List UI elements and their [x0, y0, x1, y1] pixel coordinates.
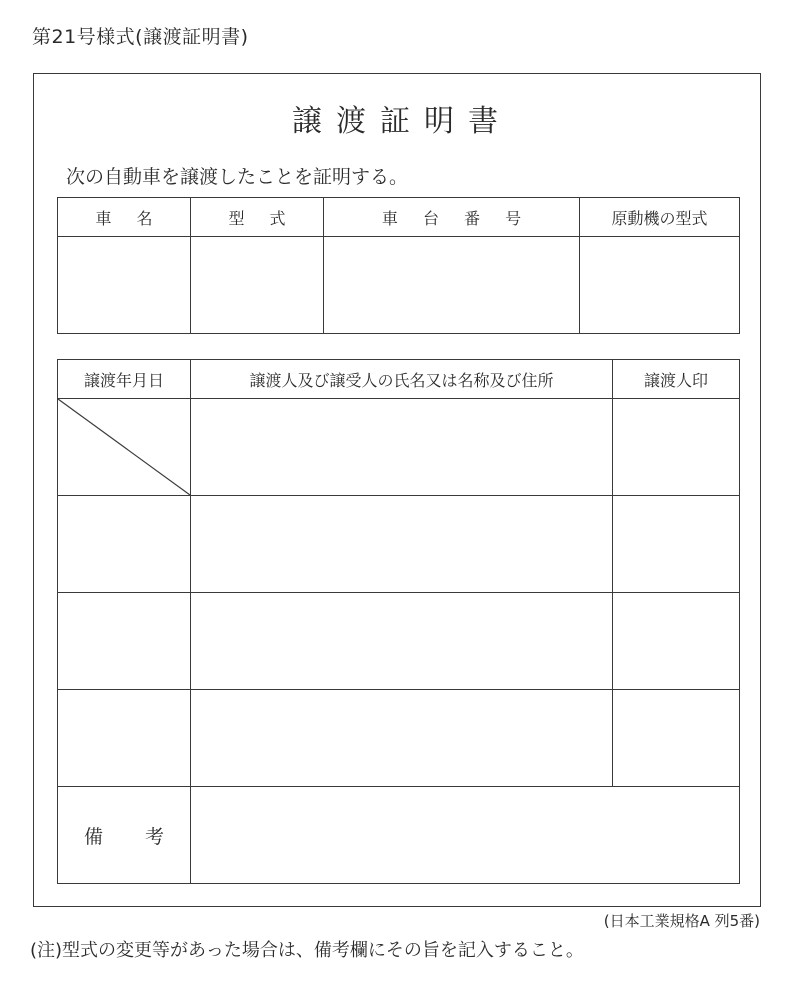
- header-parties: 譲渡人及び譲受人の氏名又は名称及び住所: [191, 360, 613, 399]
- header-transfer-date: 譲渡年月日: [58, 360, 191, 399]
- seal-field-3[interactable]: [613, 593, 740, 690]
- seal-field-1[interactable]: [613, 399, 740, 496]
- seal-field-4[interactable]: [613, 690, 740, 787]
- transfer-date-field-3[interactable]: [58, 593, 191, 690]
- header-vehicle-name: 車 名: [58, 198, 191, 237]
- footnote: (注)型式の変更等があった場合は、備考欄にその旨を記入すること。: [30, 940, 584, 961]
- header-transferor-seal: 譲渡人印: [613, 360, 740, 399]
- parties-field-4[interactable]: [191, 690, 613, 787]
- transfer-table: [57, 359, 740, 884]
- chassis-number-field[interactable]: [324, 237, 580, 334]
- header-model: 型 式: [191, 198, 324, 237]
- parties-field-1[interactable]: [191, 399, 613, 496]
- header-chassis-number: 車 台 番 号: [324, 198, 580, 237]
- remarks-field[interactable]: [191, 787, 740, 884]
- vehicle-name-field[interactable]: [58, 237, 191, 334]
- transfer-date-field-2[interactable]: [58, 496, 191, 593]
- parties-field-3[interactable]: [191, 593, 613, 690]
- seal-field-2[interactable]: [613, 496, 740, 593]
- header-engine-model: 原動機の型式: [580, 198, 740, 237]
- vehicle-table: [57, 197, 740, 334]
- engine-model-field[interactable]: [580, 237, 740, 334]
- document-title: 譲渡証明書: [292, 104, 512, 139]
- certification-statement: 次の自動車を譲渡したことを証明する。: [66, 166, 409, 188]
- transfer-date-field-4[interactable]: [58, 690, 191, 787]
- parties-field-2[interactable]: [191, 496, 613, 593]
- paper-standard-note: (日本工業規格A 列5番): [603, 912, 760, 930]
- crossed-out-date-cell: [58, 399, 191, 496]
- remarks-label: 備 考: [58, 787, 191, 884]
- form-number: 第21号様式(譲渡証明書): [32, 26, 249, 48]
- diagonal-strike: [58, 399, 190, 495]
- model-field[interactable]: [191, 237, 324, 334]
